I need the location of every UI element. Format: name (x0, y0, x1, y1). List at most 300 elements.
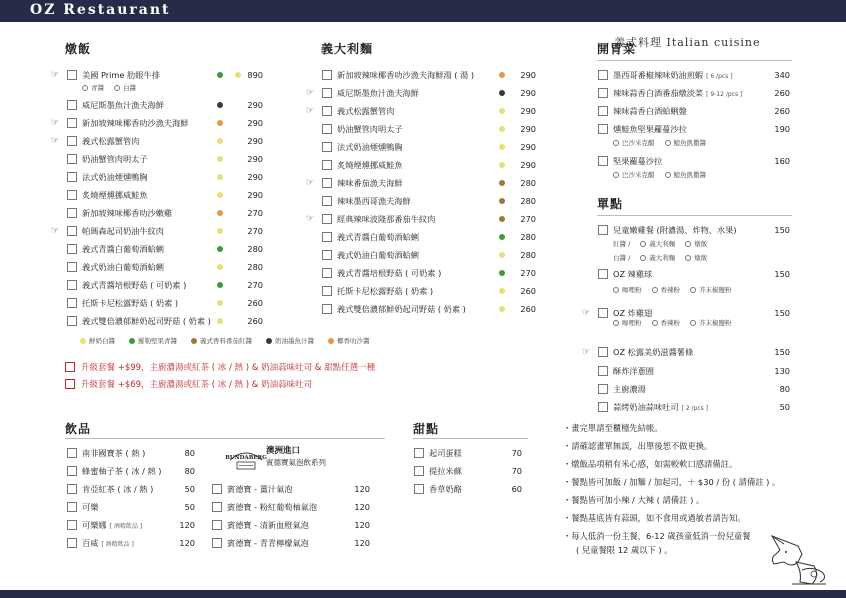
item-name: 威尼斯墨魚汁漁夫海鮮 (337, 88, 419, 98)
risotto-item[interactable] (51, 66, 271, 84)
item-name: 奶油蟹管肉明太子 (82, 154, 148, 164)
item-checkbox[interactable] (67, 466, 77, 476)
item-name: 義式青醬培根野菇 ( 可奶素 ) (337, 268, 442, 278)
item-price: 160 (774, 156, 790, 166)
item-name: 義式奶油白葡萄酒蛤蜊 (337, 250, 419, 260)
legend-label: 義式香料番茄紅醬 (200, 337, 252, 345)
sauce-legend (80, 336, 384, 346)
sauce-dot-green (499, 234, 505, 240)
note-line: ・餐點基底皆有蒜頭，如不食用或過敏者請告知。 (563, 513, 746, 523)
item-checkbox[interactable] (598, 347, 608, 357)
item-price: 120 (354, 484, 370, 494)
item-checkbox[interactable] (67, 520, 77, 530)
pasta-item[interactable] (306, 192, 536, 210)
item-checkbox[interactable] (598, 88, 608, 98)
item-name: 南非國寶茶 ( 熱 ) (82, 448, 146, 458)
item-name: 辣味蒜香白酒番茄燉淡菜 [ 9-12 /pcs ] (613, 88, 743, 98)
item-price: 290 (247, 190, 263, 200)
desserts-divider (413, 438, 528, 439)
option-radio[interactable] (114, 85, 120, 91)
item-price: 280 (247, 262, 263, 272)
item-checkbox[interactable] (212, 538, 222, 548)
recommended-hand-icon: ☞ (582, 308, 591, 318)
item-price: 50 (184, 502, 195, 512)
bundaberg-item[interactable] (196, 534, 376, 552)
item-price: 260 (774, 106, 790, 116)
option-label: 白醬 (123, 84, 136, 92)
item-checkbox[interactable] (598, 70, 608, 80)
item-checkbox[interactable] (67, 298, 77, 308)
option-radio[interactable] (82, 85, 88, 91)
item-checkbox[interactable] (212, 484, 222, 494)
item-price: 290 (520, 160, 536, 170)
item-price: 290 (520, 142, 536, 152)
item-name: 蒜烤奶油蒜味吐司 [ 2 /pcs ] (613, 402, 708, 412)
option-radio[interactable] (685, 255, 691, 261)
sauce-dot-brown (499, 198, 505, 204)
option-radio[interactable] (613, 140, 619, 146)
drink-item[interactable] (51, 444, 201, 462)
option-radio[interactable] (685, 241, 691, 247)
sauce-dot-yellow (499, 126, 505, 132)
bundaberg-item[interactable] (196, 480, 376, 498)
risotto-item[interactable] (51, 294, 271, 312)
dessert-item[interactable] (398, 462, 528, 480)
item-checkbox[interactable] (414, 484, 424, 494)
sauce-dot-orange (499, 72, 505, 78)
salad-options (613, 170, 716, 180)
option-label: 香辣粉 (660, 319, 680, 327)
item-name: 百威 [ 酒精飲品 ] (82, 538, 134, 548)
upgrade-99-label: 升級套餐 +$99，主廚濃湯或紅茶 ( 冰 / 熱 ) & 奶油蒜味吐司 & 甜點任選一種 (81, 363, 376, 373)
dessert-item[interactable] (398, 480, 528, 498)
item-price: 150 (774, 225, 790, 235)
appetizer-item[interactable] (582, 66, 797, 84)
recommended-hand-icon: ☞ (51, 118, 60, 128)
item-checkbox[interactable] (67, 538, 77, 548)
item-name: 奶油蟹管肉明太子 (337, 124, 403, 134)
option-radio[interactable] (690, 287, 696, 293)
item-checkbox[interactable] (67, 280, 77, 290)
appetizer-item[interactable] (582, 84, 797, 102)
item-checkbox[interactable] (598, 308, 608, 318)
item-name: 辣味蒜香白酒蛤蜊盤 (613, 106, 687, 116)
risotto-item[interactable] (51, 132, 271, 150)
note-line: ・餐點皆可加飯 / 加麵 / 加起司，＋ $30 / 份 ( 請備註 ) 。 (563, 477, 781, 487)
item-name: 賓德寶 - 粉紅葡萄柚氣泡 (227, 502, 318, 512)
risotto-item[interactable] (51, 240, 271, 258)
appetizer-item[interactable] (582, 102, 797, 120)
item-name: 經典辣味波隆那番茄牛紋肉 (337, 214, 436, 224)
item-price: 290 (520, 70, 536, 80)
risotto-item[interactable] (51, 168, 271, 186)
item-name: OZ 辣雞球 (613, 269, 653, 279)
item-name: 蜂蜜柚子茶 ( 冰 / 熱 ) (82, 466, 162, 476)
risotto-item[interactable] (51, 312, 271, 330)
option-radio[interactable] (640, 241, 646, 247)
pasta-item[interactable] (306, 282, 536, 300)
pasta-item[interactable] (306, 66, 536, 84)
legend-dot-dark (266, 338, 272, 344)
item-checkbox[interactable] (598, 106, 608, 116)
pasta-item[interactable] (306, 264, 536, 282)
sides-title: 單點 (597, 197, 624, 211)
item-price: 260 (774, 88, 790, 98)
drink-item[interactable] (51, 498, 201, 516)
item-price: 270 (520, 268, 536, 278)
option-radio[interactable] (690, 320, 696, 326)
option-label: 香辣粉 (660, 286, 680, 294)
bundaberg-line2: 賓德寶氣泡飲系列 (266, 458, 326, 467)
item-checkbox[interactable] (322, 232, 332, 242)
risotto-item[interactable] (51, 222, 271, 240)
upgrade-99-checkbox[interactable] (65, 362, 75, 372)
item-checkbox[interactable] (67, 172, 77, 182)
top-bar (0, 0, 846, 22)
kids-meal-options-red (613, 239, 717, 249)
item-checkbox[interactable] (67, 316, 77, 326)
dessert-item[interactable] (398, 444, 528, 462)
recommended-hand-icon: ☞ (306, 178, 315, 188)
item-name: 香草奶酪 (429, 484, 462, 494)
item-checkbox[interactable] (414, 466, 424, 476)
appetizer-item[interactable] (582, 120, 797, 138)
recommended-hand-icon: ☞ (51, 136, 60, 146)
pasta-item[interactable] (306, 102, 536, 120)
pasta-item[interactable] (306, 246, 536, 264)
item-price: 120 (179, 538, 195, 548)
option-radio[interactable] (665, 140, 671, 146)
item-price: 130 (774, 366, 790, 376)
drink-item[interactable] (51, 480, 201, 498)
item-price: 50 (779, 402, 790, 412)
pasta-item[interactable] (306, 174, 536, 192)
note-line: ・每人低消一份主餐，6-12 歲孩童低消一份兒童餐 (563, 531, 751, 541)
sides-divider (597, 215, 792, 216)
option-label: 鯷魚凱撒醬 (673, 171, 706, 179)
item-name: 賓德寶 - 青青檸檬氣泡 (227, 538, 309, 548)
item-price: 290 (247, 172, 263, 182)
option-prefix: 白醬 / (613, 254, 631, 262)
sauce-dot-green (499, 270, 505, 276)
item-name: 威尼斯墨魚汁漁夫海鮮 (82, 100, 164, 110)
sauce-dot-orange (217, 210, 223, 216)
pasta-item[interactable] (306, 156, 536, 174)
risotto-item[interactable] (51, 114, 271, 132)
bundaberg-item[interactable] (196, 498, 376, 516)
item-checkbox[interactable] (322, 304, 332, 314)
sauce-dot-dark (499, 90, 505, 96)
item-price: 280 (520, 196, 536, 206)
sauce-dot-green (217, 72, 223, 78)
drinks-divider (65, 438, 385, 439)
sauce-dot-green (217, 246, 223, 252)
legend-label: 鮮奶白醬 (89, 337, 115, 345)
option-label: 燉飯 (694, 240, 708, 248)
recommended-hand-icon: ☞ (51, 226, 60, 236)
recommended-hand-icon: ☞ (51, 70, 60, 80)
item-checkbox[interactable] (67, 70, 77, 80)
side-item[interactable] (582, 380, 797, 398)
item-price: 290 (247, 136, 263, 146)
side-item[interactable] (582, 362, 797, 380)
item-checkbox[interactable] (322, 268, 332, 278)
sauce-dot-yellow (499, 108, 505, 114)
upgrade-99[interactable] (65, 360, 375, 376)
risotto-item[interactable] (51, 204, 271, 222)
item-price: 270 (247, 208, 263, 218)
sauce-dot-yellow (217, 138, 223, 144)
item-checkbox[interactable] (322, 70, 332, 80)
item-name: 義式青醬白葡萄酒蛤蜊 (337, 232, 419, 242)
option-label: 芥末椒鹽粉 (699, 286, 732, 294)
appetizers-divider (597, 60, 792, 61)
item-price: 150 (774, 269, 790, 279)
recommended-hand-icon: ☞ (306, 106, 315, 116)
item-checkbox[interactable] (67, 208, 77, 218)
item-checkbox[interactable] (67, 484, 77, 494)
fox-mascot-illustration (762, 528, 832, 590)
item-name: 堅果蘿蔓沙拉 (613, 156, 663, 166)
pasta-item[interactable] (306, 228, 536, 246)
item-price: 70 (511, 466, 522, 476)
item-name: 法式奶油煙燻鴨胸 (337, 142, 403, 152)
item-checkbox[interactable] (67, 448, 77, 458)
side-item[interactable] (582, 398, 797, 416)
item-checkbox[interactable] (598, 269, 608, 279)
item-price: 270 (247, 226, 263, 236)
item-name: 托斯卡尼松露野菇 ( 奶素 ) (82, 298, 179, 308)
item-checkbox[interactable] (212, 502, 222, 512)
sauce-dot-yellow (217, 192, 223, 198)
option-radio[interactable] (652, 287, 658, 293)
item-price: 280 (520, 178, 536, 188)
item-tag: [ 6 /pcs ] (706, 73, 733, 80)
item-name: OZ 松露美奶滋醬薯條 (613, 347, 694, 357)
sauce-dot-yellow (499, 288, 505, 294)
item-price: 260 (520, 286, 536, 296)
sauce-dot-yellow (217, 264, 223, 270)
bundaberg-item[interactable] (196, 516, 376, 534)
item-checkbox[interactable] (67, 226, 77, 236)
legend-label: 羅勒堅果青醬 (138, 337, 177, 345)
item-checkbox[interactable] (598, 402, 608, 412)
desserts-title: 甜點 (413, 422, 440, 436)
pasta-item[interactable] (306, 210, 536, 228)
item-price: 120 (354, 502, 370, 512)
sauce-dot-yellow (499, 252, 505, 258)
chicken-ball-spice-options (613, 285, 742, 295)
item-tag: [ 酒精飲品 ] (101, 541, 134, 548)
item-price: 150 (774, 308, 790, 318)
pasta-item[interactable] (306, 300, 536, 318)
cuisine-label: 義式料理 Italian cuisine (614, 36, 761, 49)
brand-title: OZ Restaurant (30, 2, 171, 18)
item-name: 義式雙倍濃郁鮮奶起司野菇 ( 奶素 ) (82, 316, 211, 326)
side-item[interactable] (582, 265, 797, 283)
note-line: ・燉飯品項稍有米心感，如需較軟口感請備註。 (563, 459, 738, 469)
item-checkbox[interactable] (67, 244, 77, 254)
item-price: 80 (779, 384, 790, 394)
drink-item[interactable] (51, 516, 201, 534)
item-price: 120 (179, 520, 195, 530)
item-tag: [ 9-12 /pcs ] (706, 91, 743, 98)
item-checkbox[interactable] (322, 196, 332, 206)
item-checkbox[interactable] (67, 502, 77, 512)
risotto-item[interactable] (51, 186, 271, 204)
item-name: 辣味墨西哥漁夫海鮮 (337, 196, 411, 206)
item-name: 義式青醬白葡萄酒蛤蜊 (82, 244, 164, 254)
option-radio[interactable] (652, 320, 658, 326)
item-checkbox[interactable] (598, 384, 608, 394)
upgrade-69[interactable] (65, 377, 312, 393)
item-price: 260 (520, 304, 536, 314)
item-checkbox[interactable] (322, 106, 332, 116)
item-checkbox[interactable] (322, 124, 332, 134)
option-label: 咖哩粉 (622, 319, 642, 327)
item-checkbox[interactable] (322, 160, 332, 170)
risotto-item[interactable] (51, 258, 271, 276)
item-name: 肯亞紅茶 ( 冰 / 熱 ) (82, 484, 154, 494)
sauce-dot-brown (499, 180, 505, 186)
risotto-item[interactable] (51, 276, 271, 294)
option-prefix: 紅醬 / (613, 240, 631, 248)
legend-label: 奶油墨魚汁醬 (275, 337, 314, 345)
item-price: 280 (520, 250, 536, 260)
note-line: ・請確認畫單無誤，出單後恕不做更換。 (563, 441, 713, 451)
item-price: 290 (247, 118, 263, 128)
item-price: 270 (520, 214, 536, 224)
drink-item[interactable] (51, 462, 201, 480)
side-item[interactable] (582, 343, 797, 361)
item-name: 酥炸洋蔥圈 (613, 366, 654, 376)
item-name: 賓德寶 - 薑汁氣泡 (227, 484, 293, 494)
option-radio[interactable] (665, 172, 671, 178)
item-checkbox[interactable] (414, 448, 424, 458)
item-checkbox[interactable] (322, 286, 332, 296)
option-radio[interactable] (613, 320, 619, 326)
steak-sauce-options (82, 83, 146, 93)
legend-dot-brown (191, 338, 197, 344)
item-price: 280 (520, 232, 536, 242)
item-price: 80 (184, 448, 195, 458)
item-checkbox[interactable] (67, 190, 77, 200)
item-price: 80 (184, 466, 195, 476)
item-checkbox[interactable] (67, 154, 77, 164)
item-checkbox[interactable] (322, 142, 332, 152)
appetizer-item[interactable] (582, 152, 797, 170)
item-name: 新加坡辣味椰香叻沙嫩雞 (82, 208, 173, 218)
legend-dot-orange (328, 338, 334, 344)
item-price: 260 (247, 298, 263, 308)
item-checkbox[interactable] (212, 520, 222, 530)
item-checkbox[interactable] (67, 136, 77, 146)
item-name: 提拉米蘇 (429, 466, 462, 476)
item-checkbox[interactable] (322, 178, 332, 188)
option-radio[interactable] (613, 287, 619, 293)
upgrade-69-checkbox[interactable] (65, 379, 75, 389)
option-radio[interactable] (640, 255, 646, 261)
item-name: 帕瑪森起司奶油牛紋肉 (82, 226, 164, 236)
sauce-dot-brown (499, 216, 505, 222)
item-price: 290 (520, 88, 536, 98)
item-price: 150 (774, 347, 790, 357)
side-item[interactable] (582, 221, 797, 239)
risotto-item[interactable] (51, 150, 271, 168)
item-name: 美國 Prime 肋眼牛排 (82, 70, 160, 80)
note-line: ( 兒童餐限 12 歲以下 ) 。 (576, 545, 673, 555)
sauce-dot-orange (217, 120, 223, 126)
upgrade-69-label: 升級套餐 +$69，主廚濃湯或紅茶 ( 冰 / 熱 ) & 奶油蒜味吐司 (81, 380, 313, 390)
item-tag: [ 酒精飲品 ] (109, 523, 143, 530)
item-checkbox[interactable] (322, 214, 332, 224)
item-checkbox[interactable] (598, 124, 608, 134)
item-checkbox[interactable] (67, 100, 77, 110)
item-checkbox[interactable] (67, 118, 77, 128)
item-price: 60 (511, 484, 522, 494)
pasta-item[interactable] (306, 84, 536, 102)
pasta-title: 義大利麵 (321, 42, 374, 56)
item-checkbox[interactable] (322, 250, 332, 260)
note-line: ・畫完單請至櫃檯先結帳。 (563, 423, 663, 433)
option-label: 巴沙米克醋 (622, 171, 655, 179)
option-radio[interactable] (613, 172, 619, 178)
item-price: 280 (247, 244, 263, 254)
legend-dot-yellow (80, 338, 86, 344)
sauce-dot-yellow (499, 306, 505, 312)
item-name: 主廚濃湯 (613, 384, 646, 394)
item-name: 義式松露蟹管肉 (337, 106, 395, 116)
note-line: ・餐點皆可加小辣 / 大辣 ( 請備註 ) 。 (563, 495, 705, 505)
item-name: 可樂娜 [ 酒精飲品 ] (82, 520, 143, 530)
item-price: 260 (247, 316, 263, 326)
item-name: 辣味番茄漁夫海鮮 (337, 178, 403, 188)
item-name: 賓德寶 - 清新血橙氣泡 (227, 520, 309, 530)
item-price: 340 (774, 70, 790, 80)
item-price: 290 (520, 124, 536, 134)
drink-item[interactable] (51, 534, 201, 552)
sauce-dot-dark (217, 102, 223, 108)
item-checkbox[interactable] (598, 366, 608, 376)
item-checkbox[interactable] (322, 88, 332, 98)
item-price: 270 (247, 280, 263, 290)
legend-label: 椰香叻沙醬 (337, 337, 370, 345)
item-checkbox[interactable] (598, 156, 608, 166)
item-name: 義式青醬培根野菇 ( 可奶素 ) (82, 280, 187, 290)
item-name: 托斯卡尼松露野菇 ( 奶素 ) (337, 286, 434, 296)
risotto-item[interactable] (51, 96, 271, 114)
sauce-dot-yellow (499, 144, 505, 150)
item-checkbox[interactable] (67, 262, 77, 272)
sauce-dot-yellow (217, 228, 223, 234)
recommended-hand-icon: ☞ (582, 347, 591, 357)
bundaberg-logo (225, 446, 267, 472)
pasta-item[interactable] (306, 120, 536, 138)
item-name: 墨西哥番椒辣味奶油煎蝦 [ 6 /pcs ] (613, 70, 733, 80)
item-checkbox[interactable] (598, 225, 608, 235)
item-name: 新加坡辣味椰香叻沙漁夫海鮮 (82, 118, 189, 128)
item-name: 義式雙倍濃郁鮮奶起司野菇 ( 奶素 ) (337, 304, 466, 314)
option-label: 青醬 (91, 84, 104, 92)
item-name: 燻鮭魚堅果蘿蔓沙拉 (613, 124, 687, 134)
sauce-dot-green (217, 282, 223, 288)
legend-dot-green (129, 338, 135, 344)
item-price: 290 (520, 106, 536, 116)
option-label: 義大利麵 (649, 254, 676, 262)
pasta-item[interactable] (306, 138, 536, 156)
recommended-hand-icon: ☞ (306, 88, 315, 98)
sauce-dot-yellow (217, 174, 223, 180)
